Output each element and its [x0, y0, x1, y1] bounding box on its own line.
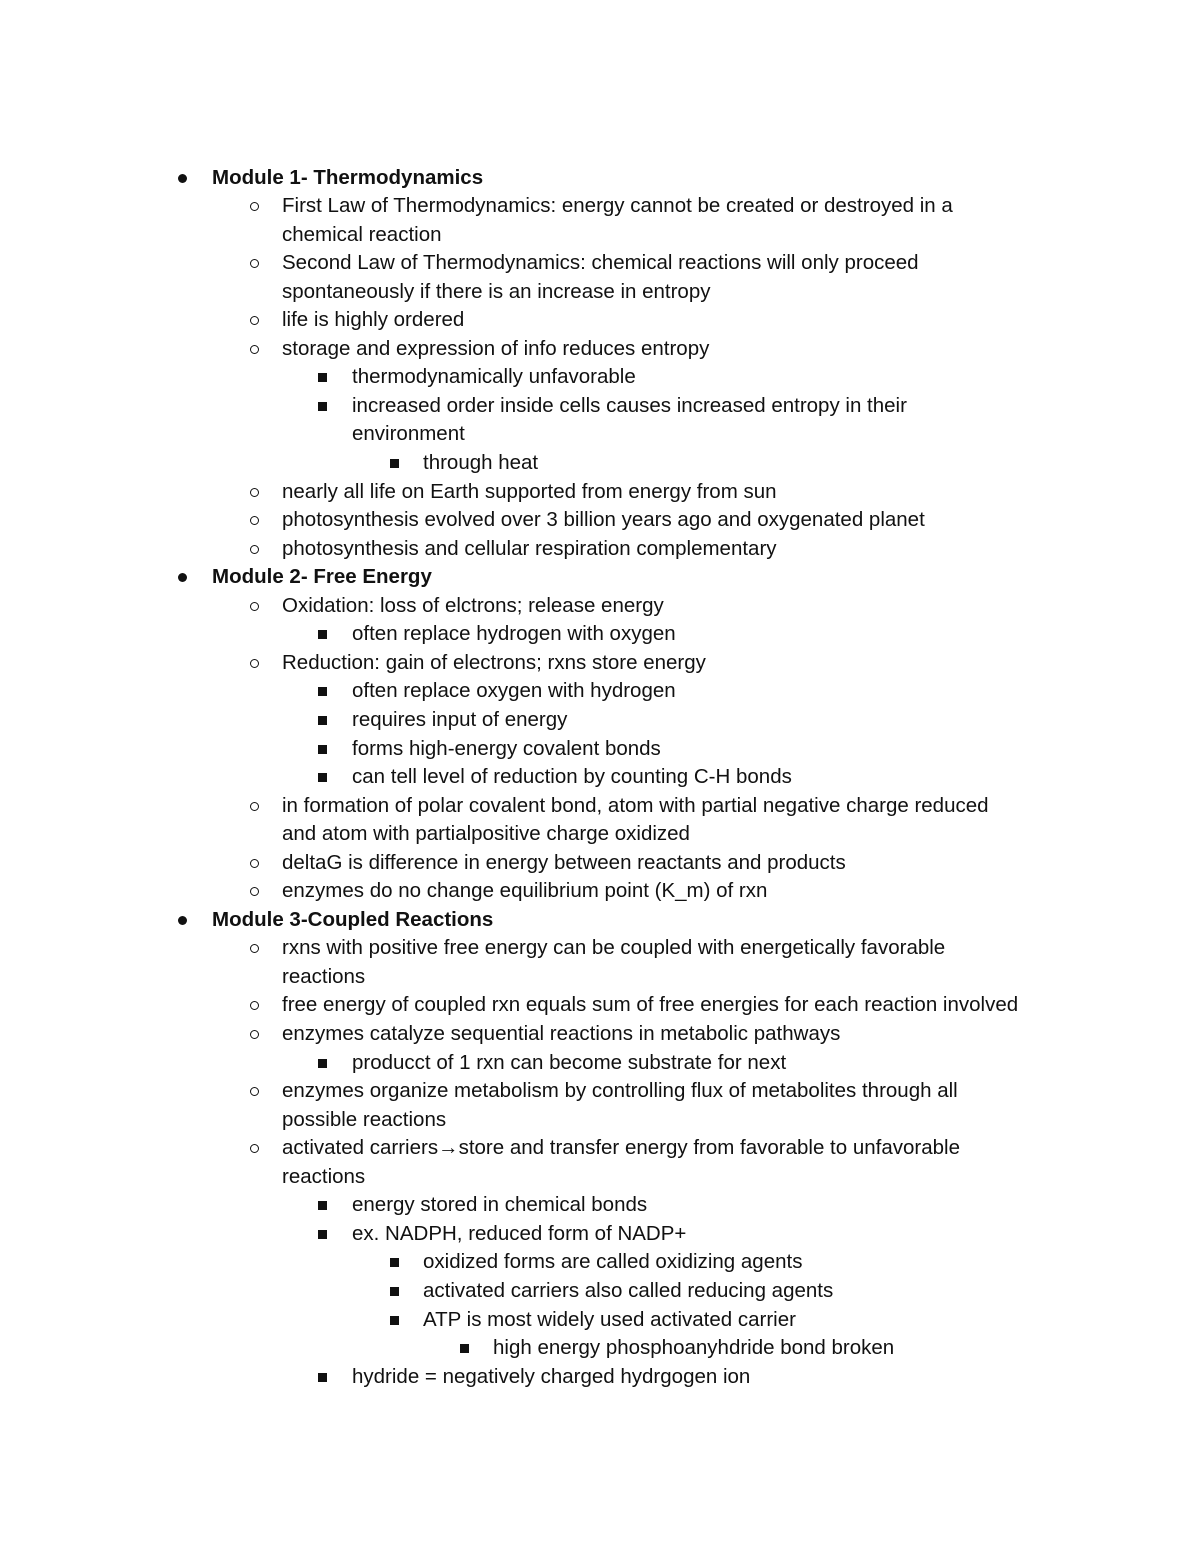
square-bullet-icon — [318, 687, 327, 696]
list-item — [0, 420, 1200, 449]
list-item-text: chemical reaction — [282, 222, 442, 246]
list-item-text: energy stored in chemical bonds — [352, 1193, 648, 1217]
list-item — [0, 1049, 1200, 1078]
list-item — [0, 792, 1200, 821]
list-item — [0, 1248, 1200, 1277]
list-item-text: enzymes catalyze sequential reactions in metabolic pathways — [282, 1022, 841, 1045]
square-bullet-icon — [318, 745, 327, 754]
list-item-text: increased order inside cells causes increased entropy in their — [352, 393, 907, 417]
list-item — [0, 1163, 1200, 1192]
list-item — [0, 363, 1200, 392]
circle-bullet-icon — [250, 1030, 259, 1039]
square-bullet-icon — [318, 1059, 327, 1068]
list-item-text: oxidized forms are called oxidizing agents — [423, 1250, 803, 1274]
list-item-text: requires input of energy — [352, 707, 568, 731]
list-item — [0, 991, 1200, 1020]
list-item-text: First Law of Thermodynamics: energy cannot be created or destroyed in a — [282, 194, 953, 218]
list-item — [0, 820, 1200, 849]
circle-bullet-icon — [250, 1087, 259, 1096]
list-item — [0, 934, 1200, 963]
list-item-text: photosynthesis and cellular respiration complementary — [282, 536, 777, 560]
list-item — [0, 221, 1200, 250]
circle-bullet-icon — [250, 944, 259, 953]
list-item — [0, 1277, 1200, 1306]
list-item-text: Module 3-Coupled Reactions — [212, 907, 494, 931]
square-bullet-icon — [390, 1258, 399, 1267]
circle-bullet-icon — [250, 345, 259, 354]
square-bullet-icon — [318, 402, 327, 411]
list-item-text: storage and expression of info reduces entropy — [282, 336, 710, 360]
list-item-text: Oxidation: loss of elctrons; release energy — [282, 593, 664, 617]
circle-bullet-icon — [250, 545, 259, 554]
list-item — [0, 620, 1200, 649]
list-item-text: ex. NADPH, reduced form of NADP+ — [352, 1221, 687, 1245]
list-item-text: hydride = negatively charged hydrgogen ion — [352, 1364, 751, 1388]
list-item — [0, 1363, 1200, 1392]
circle-bullet-icon — [250, 1001, 259, 1010]
list-item — [0, 877, 1200, 906]
list-item-text: rxns with positive free energy can be coupled with energetically favorable — [282, 936, 946, 960]
list-item — [0, 963, 1200, 992]
list-item — [0, 1106, 1200, 1135]
square-bullet-icon — [460, 1344, 469, 1353]
square-bullet-icon — [318, 716, 327, 725]
list-item — [0, 649, 1200, 678]
circle-bullet-icon — [250, 1144, 259, 1153]
square-bullet-icon — [318, 1373, 327, 1382]
square-bullet-icon — [390, 459, 399, 468]
list-item-text: nearly all life on Earth supported from energy from sun — [282, 479, 777, 503]
list-item — [0, 1220, 1200, 1249]
list-item-text: can tell level of reduction by counting C-H bonds — [352, 765, 792, 789]
list-item-text: Second Law of Thermodynamics: chemical reactions will only proceed — [282, 251, 919, 275]
list-item — [0, 192, 1200, 221]
list-item-text: through heat — [423, 451, 539, 474]
list-item — [0, 449, 1200, 478]
square-bullet-icon — [390, 1316, 399, 1325]
circle-bullet-icon — [250, 516, 259, 525]
list-item — [0, 478, 1200, 507]
list-item-text: free energy of coupled rxn equals sum of free energies for each reaction involved — [282, 993, 1019, 1017]
list-item-text: environment — [352, 422, 465, 446]
list-item — [0, 1077, 1200, 1106]
list-item — [0, 706, 1200, 735]
list-item-text: and atom with partialpositive charge oxidized — [282, 822, 690, 846]
list-item — [0, 1020, 1200, 1049]
list-item-text: Module 1- Thermodynamics — [212, 165, 484, 189]
list-item-text: life is highly ordered — [282, 308, 465, 332]
list-item — [0, 306, 1200, 335]
circle-bullet-icon — [250, 259, 259, 268]
list-item-text: Reduction: gain of electrons; rxns store energy — [282, 650, 706, 674]
circle-bullet-icon — [250, 316, 259, 325]
list-item — [0, 1334, 1200, 1363]
list-item — [0, 1134, 1200, 1163]
list-item-text: activated carriers→store and transfer energy from favorable to unfavorable — [282, 1136, 960, 1160]
list-item — [0, 1191, 1200, 1220]
list-item-text: reactions — [282, 964, 366, 988]
circle-bullet-icon — [250, 202, 259, 211]
list-item-text: possible reactions — [282, 1107, 447, 1131]
list-item-text: spontaneously if there is an increase in entropy — [282, 279, 711, 303]
list-item-text: activated carriers also called reducing agents — [423, 1278, 834, 1302]
circle-bullet-icon — [250, 859, 259, 868]
list-item-text: producct of 1 rxn can become substrate for next — [352, 1050, 787, 1074]
list-item — [0, 677, 1200, 706]
list-item-text: often replace hydrogen with oxygen — [352, 622, 676, 646]
square-bullet-icon — [318, 773, 327, 782]
list-item — [0, 849, 1200, 878]
square-bullet-icon — [318, 1201, 327, 1210]
list-item — [0, 1306, 1200, 1335]
list-item — [0, 278, 1200, 307]
list-item-text: often replace oxygen with hydrogen — [352, 679, 676, 703]
list-item-text: deltaG is difference in energy between reactants and products — [282, 850, 846, 874]
list-item — [0, 249, 1200, 278]
circle-bullet-icon — [250, 488, 259, 497]
list-item-text: forms high-energy covalent bonds — [352, 736, 661, 760]
circle-bullet-icon — [250, 602, 259, 611]
list-item-text: reactions — [282, 1164, 366, 1188]
square-bullet-icon — [318, 1230, 327, 1239]
list-item — [0, 735, 1200, 764]
list-item-text: ATP is most widely used activated carrier — [423, 1307, 796, 1331]
square-bullet-icon — [318, 630, 327, 639]
section-heading — [0, 563, 1200, 592]
list-item-text: in formation of polar covalent bond, atom with partial negative charge reduced — [282, 793, 989, 817]
circle-bullet-icon — [250, 659, 259, 668]
list-item — [0, 335, 1200, 364]
circle-bullet-icon — [250, 802, 259, 811]
section-heading — [0, 906, 1200, 935]
list-item-text: photosynthesis evolved over 3 billion years ago and oxygenated planet — [282, 508, 925, 532]
square-bullet-icon — [318, 373, 327, 382]
list-item-text: Module 2- Free Energy — [212, 565, 432, 589]
square-bullet-icon — [390, 1287, 399, 1296]
list-item-text: enzymes do no change equilibrium point (K_m) of rxn — [282, 879, 768, 903]
list-item — [0, 763, 1200, 792]
section-heading — [0, 164, 1200, 193]
disc-bullet-icon — [178, 573, 187, 582]
list-item — [0, 392, 1200, 421]
disc-bullet-icon — [178, 174, 187, 183]
list-item — [0, 535, 1200, 564]
list-item — [0, 592, 1200, 621]
list-item — [0, 506, 1200, 535]
list-item-text: thermodynamically unfavorable — [352, 365, 636, 389]
list-item-text: enzymes organize metabolism by controlling flux of metabolites through all — [282, 1079, 958, 1103]
disc-bullet-icon — [178, 916, 187, 925]
list-item-text: high energy phosphoanyhdride bond broken — [493, 1336, 895, 1360]
circle-bullet-icon — [250, 887, 259, 896]
